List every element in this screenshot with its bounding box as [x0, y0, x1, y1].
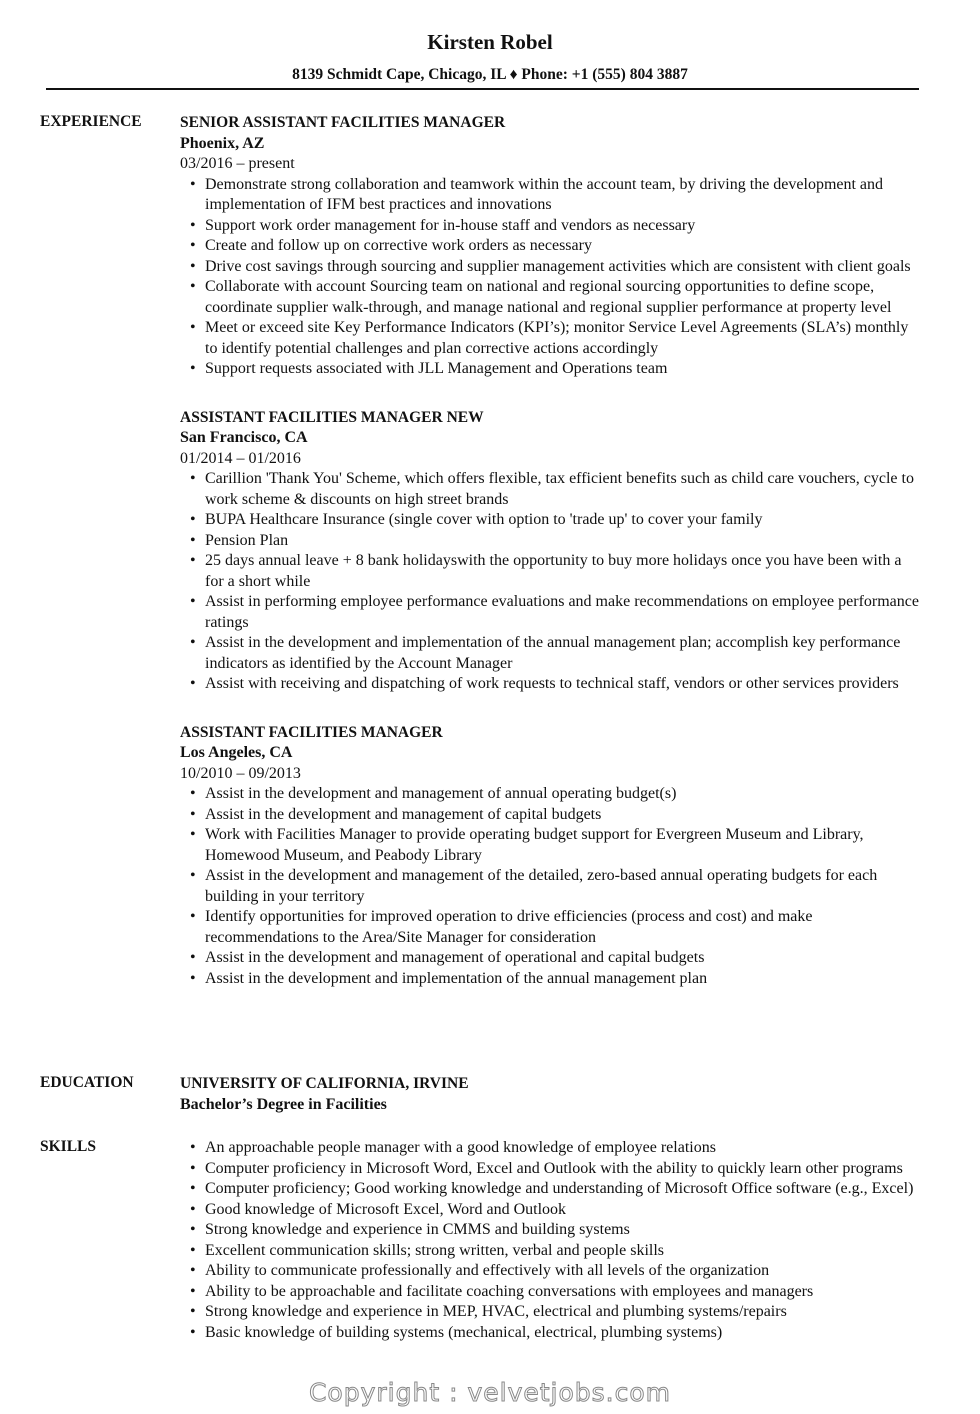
bullet-item: • Work with Facilities Manager to provide operating budget support for Evergreen Museum and Library, Homewood Museum, and Peabody Library — [205, 825, 920, 866]
job-title: SENIOR ASSISTANT FACILITIES MANAGER — [180, 114, 506, 131]
bullet-item: • Collaborate with account Sourcing team on national and regional sourcing opportunities to define scope, coordinate supplier walk-through, and manage national and regional supplier performance at property level — [205, 277, 920, 318]
job-entry — [180, 408, 920, 695]
job-bullets — [180, 175, 920, 380]
education-section — [40, 1074, 920, 1115]
job-location: San Francisco, CA — [180, 429, 308, 446]
candidate-name: Kirsten Robel — [427, 30, 553, 54]
section-label-skills: SKILLS — [40, 1138, 97, 1155]
skill-item: • Computer proficiency in Microsoft Word, Excel and Outlook with the ability to quickly learn other programs — [205, 1159, 920, 1180]
skill-item: • Strong knowledge and experience in MEP, HVAC, electrical and plumbing systems/repairs — [205, 1302, 920, 1323]
section-label-experience: EXPERIENCE — [40, 113, 142, 130]
job-dates: 10/2010 – 09/2013 — [180, 764, 301, 782]
bullet-item: • Assist in the development and management of operational and capital budgets — [205, 948, 920, 969]
skill-item: • Strong knowledge and experience in CMMS and building systems — [205, 1220, 920, 1241]
skill-item: • Basic knowledge of building systems (mechanical, electrical, plumbing systems) — [205, 1323, 920, 1344]
bullet-item: • Assist with receiving and dispatching of work requests to technical staff, vendors or other services providers — [205, 674, 920, 695]
bullet-item: • Support work order management for in-house staff and vendors as necessary — [205, 216, 920, 237]
experience-section — [40, 113, 920, 1017]
skill-item: • Ability to be approachable and facilitate coaching conversations with employees and managers — [205, 1282, 920, 1303]
bullet-item: • Assist in the development and implementation of the annual management plan — [205, 969, 920, 990]
section-label-education: EDUCATION — [40, 1074, 134, 1091]
bullet-item: • Assist in the development and management of capital budgets — [205, 805, 920, 826]
watermark: Copyright : velvetjobs.com — [308, 1378, 672, 1407]
degree: Bachelor’s Degree in Facilities — [180, 1095, 387, 1113]
bullet-item: • Assist in the development and management of the detailed, zero-based annual operating budgets for each building in your territory — [205, 866, 920, 907]
bullet-item: • Drive cost savings through sourcing and supplier management activities which are consistent with client goals — [205, 257, 920, 278]
bullet-item: • Pension Plan — [205, 531, 920, 552]
contact-info: 8139 Schmidt Cape, Chicago, IL ♦ Phone: +1 (555) 804 3887 — [292, 66, 688, 83]
job-dates: 03/2016 – present — [180, 155, 295, 172]
job-bullets — [180, 469, 920, 695]
skill-item: • Good knowledge of Microsoft Excel, Word and Outlook — [205, 1200, 920, 1221]
bullet-item: • Create and follow up on corrective work orders as necessary — [205, 236, 920, 257]
job-title: ASSISTANT FACILITIES MANAGER — [180, 723, 443, 741]
school-name: UNIVERSITY OF CALIFORNIA, IRVINE — [180, 1075, 469, 1092]
experience-list — [180, 113, 920, 989]
job-location: Los Angeles, CA — [180, 744, 293, 761]
bullet-item: • Support requests associated with JLL Management and Operations team — [205, 359, 920, 380]
bullet-item: • Identify opportunities for improved operation to drive efficiencies (process and cost) and make recommendations to the Area/Site Manager for consideration — [205, 907, 920, 948]
job-dates: 01/2014 – 01/2016 — [180, 449, 301, 467]
bullet-item: • Meet or exceed site Key Performance Indicators (KPI’s); monitor Service Level Agreements (SLA’s) monthly to identify potential challenges and plan corrective actions accordingly — [205, 318, 920, 359]
job-entry — [180, 113, 920, 380]
job-title: ASSISTANT FACILITIES MANAGER NEW — [180, 408, 484, 426]
bullet-item: • Assist in performing employee performance evaluations and make recommendations on employee performance ratings — [205, 592, 920, 633]
skills-list — [180, 1138, 920, 1343]
skill-item: • Computer proficiency; Good working knowledge and understanding of Microsoft Office software (e.g., Excel) — [205, 1179, 920, 1200]
bullet-item: • Assist in the development and management of annual operating budget(s) — [205, 784, 920, 805]
job-bullets — [180, 784, 920, 989]
job-entry — [180, 723, 920, 990]
header-divider — [46, 88, 919, 90]
skills-section — [40, 1138, 920, 1343]
bullet-item: • Assist in the development and implementation of the annual management plan; accomplish key performance indicators as identified by the Account Manager — [205, 633, 920, 674]
bullet-item: • Demonstrate strong collaboration and teamwork within the account team, by driving the development and implementation of IFM best practices and innovations — [205, 175, 920, 216]
skill-item: • Excellent communication skills; strong written, verbal and people skills — [205, 1241, 920, 1262]
bullet-item: • BUPA Healthcare Insurance (single cover with option to 'trade up' to cover your family — [205, 510, 920, 531]
job-location: Phoenix, AZ — [180, 134, 265, 152]
skill-item: • Ability to communicate professionally and effectively with all levels of the organization — [205, 1261, 920, 1282]
skill-item: • An approachable people manager with a good knowledge of employee relations — [205, 1138, 920, 1159]
bullet-item: • Carillion 'Thank You' Scheme, which offers flexible, tax efficient benefits such as child care vouchers, cycle to work scheme & discounts on high street brands — [205, 469, 920, 510]
bullet-item: • 25 days annual leave + 8 bank holidayswith the opportunity to buy more holidays once you have been with a for a short while — [205, 551, 920, 592]
